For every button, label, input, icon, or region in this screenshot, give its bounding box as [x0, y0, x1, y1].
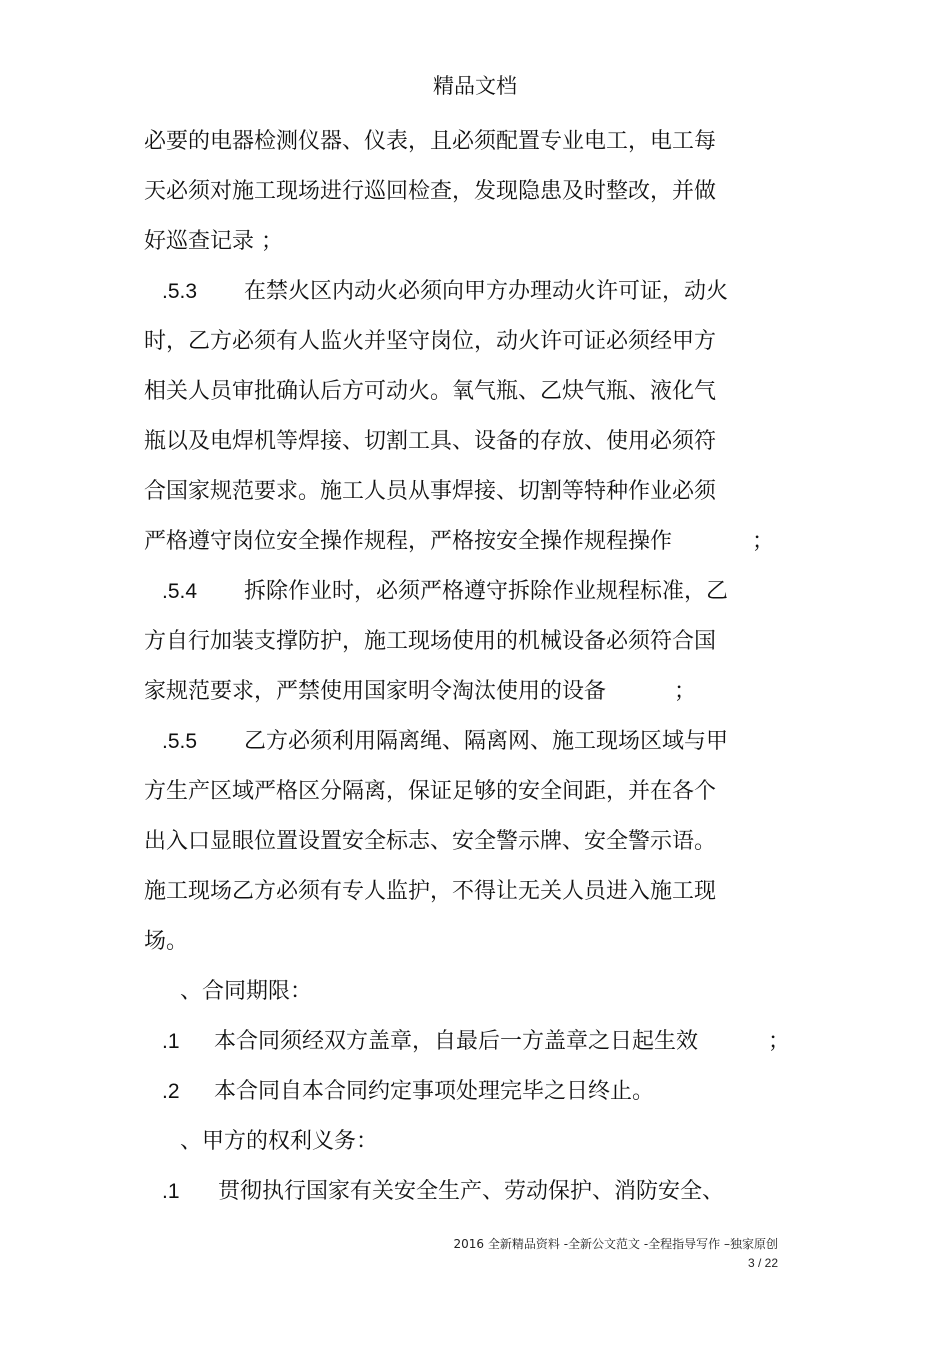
text-line [0, 177, 950, 207]
section-heading [0, 977, 950, 1007]
text-line [0, 777, 950, 807]
clause-number: .5.5 [162, 730, 198, 753]
clause-line [0, 1077, 950, 1107]
text-line [0, 627, 950, 657]
line-text: 好巡查记录 ； [144, 229, 283, 254]
line-text: 相关人员审批确认后方可动火。氧气瓶、乙炔气瓶、液化气 [144, 379, 717, 404]
line-text: 方自行加装支撑防护，施工现场使用的机械设备必须符合国 [144, 629, 717, 654]
text-line [0, 877, 950, 907]
line-text: 家规范要求，严禁使用国家明令淘汰使用的设备 [144, 679, 607, 704]
line-text: 方生产区域严格区分隔离，保证足够的安全间距，并在各个 [144, 779, 717, 804]
line-text: 本合同须经双方盖章，自最后一方盖章之日起生效 [214, 1029, 699, 1054]
line-text: 场。 [144, 929, 189, 954]
text-line [0, 927, 950, 957]
page-number: 3 / 22 [747, 1256, 778, 1270]
text-line [0, 827, 950, 857]
line-tail-punct: ； [674, 679, 697, 704]
line-text: 时，乙方必须有人监火并坚守岗位，动火许可证必须经甲方 [144, 329, 717, 354]
text-line [0, 677, 950, 707]
line-text: 本合同自本合同约定事项处理完毕之日终止。 [214, 1079, 655, 1104]
line-text: 出入口显眼位置设置安全标志、安全警示牌、安全警示语。 [144, 829, 717, 854]
line-tail-punct: ； [768, 1029, 791, 1054]
line-tail-punct: ； [752, 529, 775, 554]
line-text: 乙方必须利用隔离绳、隔离网、施工现场区域与甲 [244, 729, 729, 754]
line-text: 施工现场乙方必须有专人监护，不得让无关人员进入施工现 [144, 879, 717, 904]
clause-number: .5.3 [162, 280, 198, 303]
line-text: 合国家规范要求。施工人员从事焊接、切割等特种作业必须 [144, 479, 717, 504]
text-line [0, 427, 950, 457]
line-text: 天必须对施工现场进行巡回检查，发现隐患及时整改，并做 [144, 179, 717, 204]
clause-number: .5.4 [162, 580, 198, 603]
section-title: 、合同期限： [180, 979, 313, 1004]
section-title: 、甲方的权利义务： [180, 1129, 379, 1154]
text-line [0, 227, 950, 257]
line-text: 在禁火区内动火必须向甲方办理动火许可证，动火 [244, 279, 729, 304]
clause-line [0, 277, 950, 307]
text-line [0, 327, 950, 357]
line-text: 严格遵守岗位安全操作规程，严格按安全操作规程操作 [144, 529, 673, 554]
clause-number: .1 [162, 1180, 180, 1203]
clause-number: .1 [162, 1030, 180, 1053]
clause-number: .2 [162, 1080, 180, 1103]
section-heading [0, 1127, 950, 1157]
clause-line [0, 1027, 950, 1057]
clause-line [0, 577, 950, 607]
text-line [0, 527, 950, 557]
clause-line [0, 727, 950, 757]
line-text: 必要的电器检测仪器、仪表，且必须配置专业电工，电工每 [144, 129, 717, 154]
text-line [0, 127, 950, 157]
line-text: 瓶以及电焊机等焊接、切割工具、设备的存放、使用必须符 [144, 429, 717, 454]
line-text: 贯彻执行国家有关安全生产、劳动保护、消防安全、 [218, 1179, 725, 1204]
line-text: 拆除作业时，必须严格遵守拆除作业规程标准，乙 [244, 579, 729, 604]
text-line [0, 477, 950, 507]
text-line [0, 377, 950, 407]
footer-text: 2016 全新精品资料 -全新公文范文 -全程指导写作 –独家原创 [453, 1237, 778, 1251]
page-header-title: 精品文档 [433, 74, 517, 98]
clause-line [0, 1177, 950, 1207]
